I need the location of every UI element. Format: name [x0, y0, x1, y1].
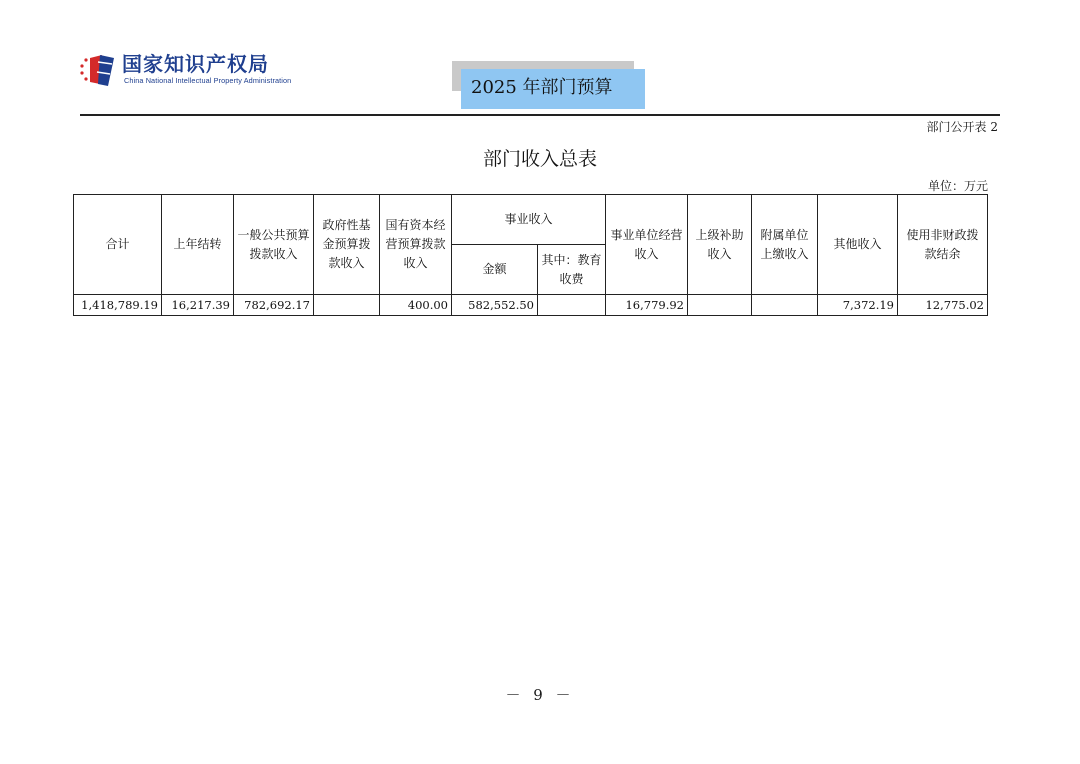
header-other-income: 其他收入 [818, 195, 898, 295]
cell-amount: 582,552.50 [452, 295, 538, 316]
header-non-fiscal-balance: 使用非财政拨款结余 [898, 195, 988, 295]
header-of-which-education: 其中：教育收费 [538, 245, 606, 295]
table-number: 部门公开表 2 [926, 120, 998, 134]
cell-institution-operating: 16,779.92 [606, 295, 688, 316]
cell-general-public-budget: 782,692.17 [234, 295, 314, 316]
cell-other-income: 7,372.19 [818, 295, 898, 316]
table-row [74, 295, 988, 316]
cell-affiliated-turnover [752, 295, 818, 316]
unit-label: 单位：万元 [927, 179, 988, 193]
header-state-capital-budget: 国有资本经营预算拨款收入 [380, 195, 452, 295]
income-summary-table [73, 194, 988, 316]
org-name-cn: 国家知识产权局 [122, 52, 269, 76]
cell-prev-year-carryover: 16,217.39 [162, 295, 234, 316]
cnipa-emblem-icon [78, 52, 118, 88]
header-institution-operating: 事业单位经营收入 [606, 195, 688, 295]
header-divider [80, 114, 1000, 116]
cell-total: 1,418,789.19 [74, 295, 162, 316]
header-general-public-budget: 一般公共预算拨款收入 [234, 195, 314, 295]
header-higher-level-subsidy: 上级补助收入 [688, 195, 752, 295]
header-prev-year-carryover: 上年结转 [162, 195, 234, 295]
cell-non-fiscal-balance: 12,775.02 [898, 295, 988, 316]
header-gov-fund-budget: 政府性基金预算拨款收入 [314, 195, 380, 295]
header-amount: 金额 [452, 245, 538, 295]
header-affiliated-turnover: 附属单位上缴收入 [752, 195, 818, 295]
cell-gov-fund-budget [314, 295, 380, 316]
cnipa-logo [78, 48, 292, 92]
cell-state-capital-budget: 400.00 [380, 295, 452, 316]
header-institution-income: 事业收入 [452, 195, 606, 245]
page-title: 部门收入总表 [482, 148, 597, 170]
cell-higher-level-subsidy [688, 295, 752, 316]
org-name-en: China National Intellectual Property Administration [124, 76, 292, 85]
banner-title: 2025 年部门预算 [461, 69, 645, 109]
page-number: － 9 － [505, 686, 575, 704]
header-total: 合计 [74, 195, 162, 295]
cell-of-which-education [538, 295, 606, 316]
